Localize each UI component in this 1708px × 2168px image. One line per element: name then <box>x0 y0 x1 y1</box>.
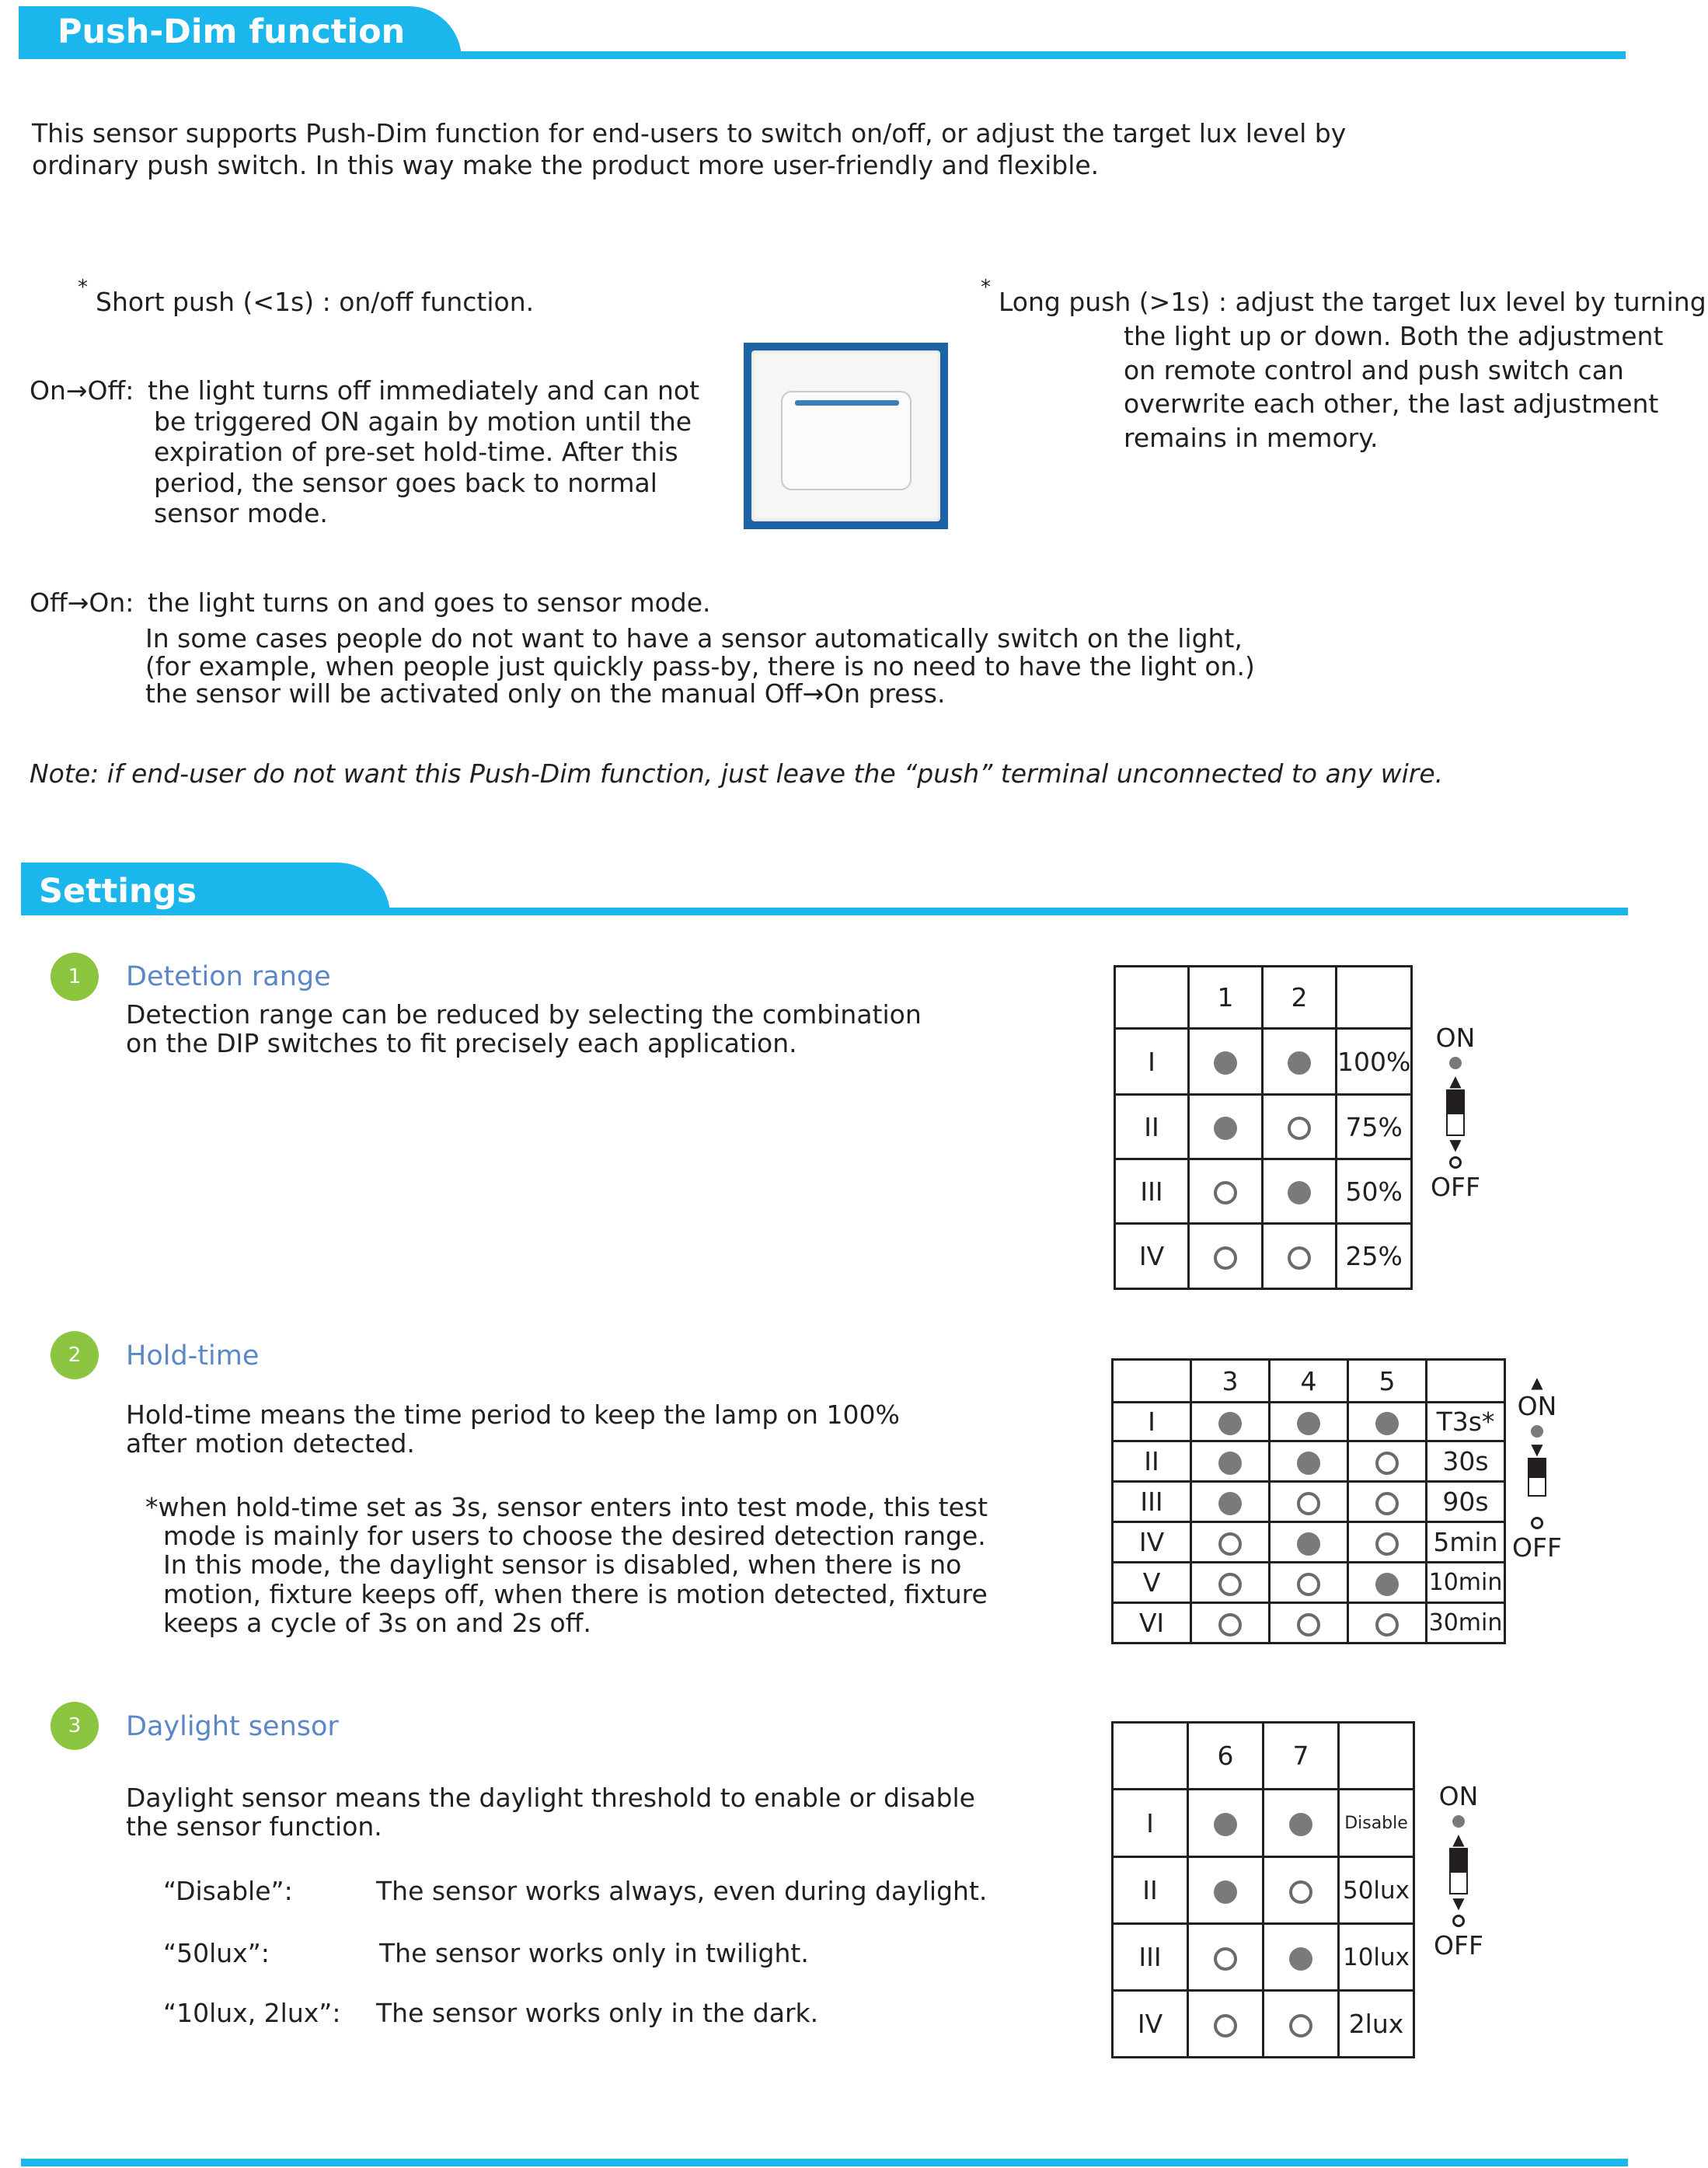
dip-switch-header: 7 <box>1264 1723 1339 1790</box>
dip-row-value: 25% <box>1337 1224 1412 1289</box>
dip-off-dot <box>1375 1452 1399 1475</box>
legend-on-label: ON <box>1517 1391 1557 1421</box>
dip-off-dot <box>1214 1246 1237 1270</box>
dip-on-dot <box>1214 1051 1237 1075</box>
settings-header-line <box>21 908 1628 915</box>
dip-row-label: I <box>1115 1029 1189 1095</box>
dip-switch-header: 6 <box>1188 1723 1264 1790</box>
off-on-line-2: In some cases people do not want to have a sensor automatically switch on the light, <box>145 623 1243 654</box>
dip-row-value: 5min <box>1427 1522 1505 1563</box>
dip-row-label: I <box>1113 1403 1191 1441</box>
dip-on-dot <box>1375 1573 1399 1596</box>
daylight-mode-text: The sensor works always, even during daylight. <box>376 1876 988 1906</box>
dip-on-dot <box>1297 1412 1320 1435</box>
dip-table-corner <box>1115 967 1189 1029</box>
on-off-line-1: the light turns off immediately and can not <box>148 375 700 406</box>
arrow-up-icon: ▲ <box>1531 1373 1543 1392</box>
dip-state-cell <box>1263 1224 1337 1289</box>
push-dim-note: Note: if end-user do not want this Push-Dim function, just leave the “push” terminal unconnected to any wire. <box>30 758 1444 789</box>
dip-table-corner <box>1113 1360 1191 1403</box>
dip-value-header <box>1337 967 1412 1029</box>
dip-row-label: V <box>1113 1563 1191 1603</box>
item-number-3: 3 <box>51 1702 99 1750</box>
off-on-line-4: the sensor will be activated only on the manual Off→On press. <box>145 678 946 709</box>
dip-table-corner <box>1113 1723 1188 1790</box>
dip-state-cell <box>1263 1159 1337 1224</box>
dip-on-dot <box>1218 1492 1242 1515</box>
dip-on-dot <box>1289 1813 1312 1836</box>
dip-state-cell <box>1188 1857 1264 1924</box>
hold-time-dip-table <box>1111 1358 1506 1644</box>
detection-desc-line-2: on the DIP switches to fit precisely each application. <box>126 1028 797 1058</box>
item-number-2: 2 <box>51 1331 99 1379</box>
dip-state-cell <box>1188 1790 1264 1857</box>
dip-row-value: 10lux <box>1339 1924 1414 1991</box>
detection-range-dip-table <box>1114 965 1413 1290</box>
hold-time-note-line-5: keeps a cycle of 3s on and 2s off. <box>163 1608 591 1638</box>
arrow-down-icon: ▼ <box>1531 1440 1543 1459</box>
dip-switch-legend <box>1498 1374 1576 1563</box>
dip-on-dot <box>1297 1532 1320 1556</box>
dip-state-cell <box>1348 1403 1427 1441</box>
dip-state-cell <box>1264 1857 1339 1924</box>
long-push-line-1: Long push (>1s) : adjust the target lux level by turning <box>999 287 1706 317</box>
dip-off-dot <box>1218 1573 1242 1596</box>
legend-off-dot <box>1531 1517 1543 1529</box>
daylight-mode-key: “50lux”: <box>163 1938 270 1968</box>
legend-off-label: OFF <box>1434 1930 1483 1961</box>
daylight-sensor-title: Daylight sensor <box>126 1711 339 1742</box>
dip-switch-header: 3 <box>1191 1360 1270 1403</box>
dip-state-cell <box>1191 1563 1270 1603</box>
dip-on-dot <box>1288 1051 1311 1075</box>
hold-time-note-line-4: motion, fixture keeps off, when there is motion detected, fixture <box>163 1579 988 1609</box>
dip-off-dot <box>1214 1181 1237 1204</box>
dip-row-value: T3s* <box>1427 1403 1505 1441</box>
dip-on-dot <box>1289 1947 1312 1971</box>
dip-row-value: 2lux <box>1339 1991 1414 2058</box>
dip-state-cell <box>1263 1029 1337 1095</box>
dip-row-value: 100% <box>1337 1029 1412 1095</box>
settings-title: Settings <box>39 872 197 911</box>
push-dim-title: Push-Dim function <box>58 12 406 51</box>
dip-row-value: 50% <box>1337 1159 1412 1224</box>
dip-on-dot <box>1297 1452 1320 1475</box>
dip-on-dot <box>1214 1813 1237 1836</box>
item-number-1: 1 <box>51 953 99 1001</box>
dip-on-dot <box>1214 1117 1237 1140</box>
dip-row-label: II <box>1113 1441 1191 1482</box>
push-switch-image <box>744 343 948 529</box>
on-off-line-3: expiration of pre-set hold-time. After this <box>154 437 678 467</box>
hold-time-desc-line-1: Hold-time means the time period to keep the lamp on 100% <box>126 1399 900 1430</box>
dip-state-cell <box>1189 1159 1263 1224</box>
arrow-up-icon: ▲ <box>1452 1830 1465 1849</box>
dip-on-dot <box>1218 1452 1242 1475</box>
dip-off-dot <box>1297 1573 1320 1596</box>
hold-time-desc-line-2: after motion detected. <box>126 1428 415 1459</box>
long-push-line-5: remains in memory. <box>1124 423 1379 453</box>
legend-off-dot <box>1449 1156 1462 1169</box>
detection-range-title: Detetion range <box>126 961 331 992</box>
off-on-line-3: (for example, when people just quickly pass-by, there is no need to have the light on.) <box>145 651 1255 681</box>
dip-state-cell <box>1264 1790 1339 1857</box>
legend-on-label: ON <box>1435 1023 1476 1053</box>
long-push-line-4: overwrite each other, the last adjustment <box>1124 389 1659 419</box>
dip-state-cell <box>1348 1482 1427 1522</box>
switch-plate <box>751 350 940 521</box>
daylight-mode-key: “Disable”: <box>163 1876 293 1906</box>
legend-on-dot <box>1452 1815 1465 1828</box>
dip-row-value: 30min <box>1427 1603 1505 1643</box>
long-push-asterisk: * <box>981 276 991 299</box>
dip-state-cell <box>1188 1991 1264 2058</box>
dip-state-cell <box>1348 1522 1427 1563</box>
short-push-text: Short push (<1s) : on/off function. <box>96 287 535 317</box>
on-off-line-5: sensor mode. <box>154 498 328 528</box>
dip-off-dot <box>1214 1947 1237 1971</box>
dip-state-cell <box>1264 1924 1339 1991</box>
dip-value-header <box>1339 1723 1414 1790</box>
hold-time-title: Hold-time <box>126 1340 260 1372</box>
dip-switch-icon <box>1528 1458 1546 1497</box>
long-push-line-2: the light up or down. Both the adjustment <box>1124 321 1664 351</box>
dip-row-label: IV <box>1113 1991 1188 2058</box>
dip-state-cell <box>1191 1482 1270 1522</box>
dip-row-value: 75% <box>1337 1095 1412 1159</box>
dip-row-label: IV <box>1115 1224 1189 1289</box>
detection-desc-line-1: Detection range can be reduced by selecting the combination <box>126 999 922 1030</box>
off-on-label: Off→On: <box>30 587 134 618</box>
footer-line <box>21 2159 1628 2166</box>
arrow-down-icon: ▼ <box>1449 1135 1462 1154</box>
dip-state-cell <box>1191 1522 1270 1563</box>
dip-state-cell <box>1270 1403 1348 1441</box>
daylight-sensor-dip-table <box>1111 1721 1415 2058</box>
dip-off-dot <box>1297 1613 1320 1636</box>
dip-row-value: 50lux <box>1339 1857 1414 1924</box>
dip-switch-header: 1 <box>1189 967 1263 1029</box>
dip-on-dot <box>1288 1181 1311 1204</box>
legend-off-label: OFF <box>1512 1532 1562 1563</box>
legend-off-label: OFF <box>1431 1172 1480 1202</box>
daylight-desc-line-2: the sensor function. <box>126 1811 382 1842</box>
dip-state-cell <box>1348 1441 1427 1482</box>
switch-indicator <box>795 400 899 406</box>
dip-row-label: I <box>1113 1790 1188 1857</box>
dip-row-label: II <box>1113 1857 1188 1924</box>
dip-off-dot <box>1297 1492 1320 1515</box>
dip-state-cell <box>1191 1603 1270 1643</box>
long-push-line-3: on remote control and push switch can <box>1124 355 1624 385</box>
dip-state-cell <box>1270 1603 1348 1643</box>
legend-on-dot <box>1531 1425 1543 1438</box>
dip-row-label: III <box>1113 1924 1188 1991</box>
dip-off-dot <box>1375 1613 1399 1636</box>
on-off-line-4: period, the sensor goes back to normal <box>154 468 657 498</box>
daylight-mode-key: “10lux, 2lux”: <box>163 1998 341 2028</box>
dip-on-dot <box>1218 1412 1242 1435</box>
dip-state-cell <box>1189 1095 1263 1159</box>
dip-state-cell <box>1189 1029 1263 1095</box>
dip-row-label: IV <box>1113 1522 1191 1563</box>
on-off-label: On→Off: <box>30 375 134 406</box>
dip-state-cell <box>1188 1924 1264 1991</box>
daylight-mode-text: The sensor works only in the dark. <box>376 1998 819 2028</box>
arrow-down-icon: ▼ <box>1452 1894 1465 1912</box>
dip-state-cell <box>1270 1563 1348 1603</box>
dip-switch-header: 2 <box>1263 967 1337 1029</box>
dip-state-cell <box>1189 1224 1263 1289</box>
dip-off-dot <box>1288 1117 1311 1140</box>
dip-row-label: III <box>1115 1159 1189 1224</box>
dip-off-dot <box>1289 2014 1312 2037</box>
dip-state-cell <box>1191 1441 1270 1482</box>
hold-time-note-line-2: mode is mainly for users to choose the desired detection range. <box>163 1521 986 1551</box>
dip-off-dot <box>1218 1613 1242 1636</box>
dip-switch-icon <box>1446 1089 1465 1136</box>
dip-value-header <box>1427 1360 1505 1403</box>
legend-on-label: ON <box>1438 1781 1479 1811</box>
dip-row-value: 30s <box>1427 1441 1505 1482</box>
dip-on-dot <box>1375 1412 1399 1435</box>
dip-switch-legend <box>1417 1023 1494 1203</box>
intro-line-2: ordinary push switch. In this way make the product more user-friendly and flexible. <box>32 150 1100 180</box>
dip-off-dot <box>1214 2014 1237 2037</box>
dip-off-dot <box>1375 1532 1399 1556</box>
dip-state-cell <box>1348 1603 1427 1643</box>
legend-off-dot <box>1452 1915 1465 1927</box>
dip-switch-legend <box>1420 1781 1497 1961</box>
switch-rocker <box>781 391 912 490</box>
dip-state-cell <box>1270 1441 1348 1482</box>
arrow-up-icon: ▲ <box>1449 1072 1462 1090</box>
dip-row-value: Disable <box>1339 1790 1414 1857</box>
dip-row-label: III <box>1113 1482 1191 1522</box>
legend-on-dot <box>1449 1057 1462 1069</box>
dip-row-label: VI <box>1113 1603 1191 1643</box>
dip-state-cell <box>1270 1522 1348 1563</box>
dip-off-dot <box>1288 1246 1311 1270</box>
dip-switch-header: 5 <box>1348 1360 1427 1403</box>
daylight-desc-line-1: Daylight sensor means the daylight threshold to enable or disable <box>126 1783 975 1813</box>
dip-state-cell <box>1348 1563 1427 1603</box>
dip-off-dot <box>1289 1880 1312 1904</box>
dip-off-dot <box>1375 1492 1399 1515</box>
on-off-line-2: be triggered ON again by motion until the <box>154 406 692 437</box>
short-push-asterisk: * <box>78 276 88 299</box>
dip-row-value: 10min <box>1427 1563 1505 1603</box>
dip-state-cell <box>1263 1095 1337 1159</box>
off-on-line-1: the light turns on and goes to sensor mode. <box>148 587 711 618</box>
dip-switch-icon <box>1449 1848 1468 1894</box>
dip-row-value: 90s <box>1427 1482 1505 1522</box>
dip-switch-header: 4 <box>1270 1360 1348 1403</box>
dip-on-dot <box>1214 1880 1237 1904</box>
intro-line-1: This sensor supports Push-Dim function for end-users to switch on/off, or adjust the target lux level by <box>32 118 1347 148</box>
daylight-mode-text: The sensor works only in twilight. <box>379 1938 809 1968</box>
dip-off-dot <box>1218 1532 1242 1556</box>
hold-time-note-line-1: *when hold-time set as 3s, sensor enters into test mode, this test <box>145 1492 988 1522</box>
hold-time-note-line-3: In this mode, the daylight sensor is disabled, when there is no <box>163 1549 962 1580</box>
dip-row-label: II <box>1115 1095 1189 1159</box>
dip-state-cell <box>1264 1991 1339 2058</box>
dip-state-cell <box>1191 1403 1270 1441</box>
dip-state-cell <box>1270 1482 1348 1522</box>
